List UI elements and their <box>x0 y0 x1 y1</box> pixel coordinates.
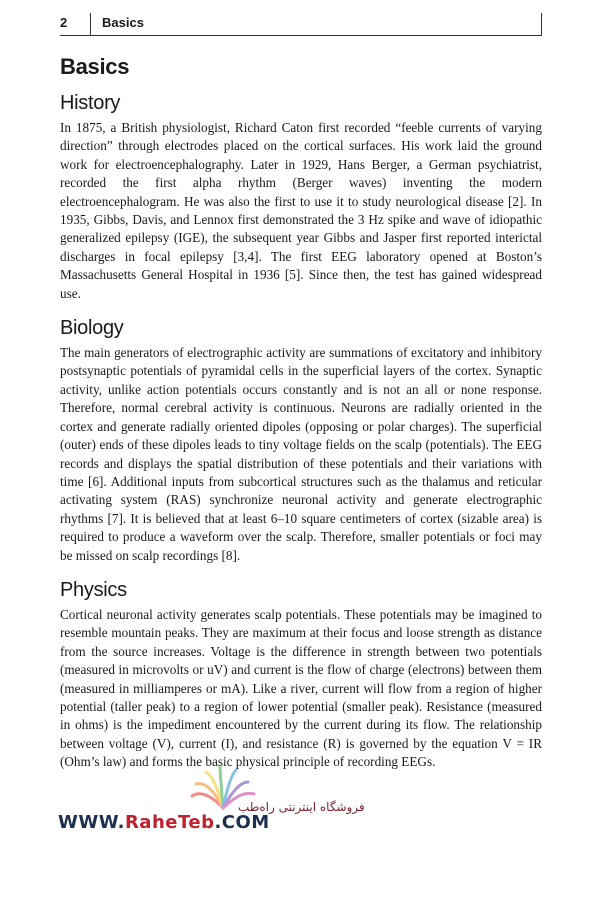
section-paragraph-biology: The main generators of electrographic activity are summations of excitatory and inhibitory postsynaptic potentials of pyramidal cells in the superficial layers of the cortex. Synaptic activity, unlike action potentials occurs constantly and is not an all or none response. Therefore, normal cerebral activity is continuous. Neurons are radially oriented in the cortex and generate radially oriented dipoles (opposing or polar charges). The superficial (outer) ends of these dipoles leads to tiny voltage fields on the scalp (potentials). The EEG records and displays the spatial distribution of these potentials and their variations with time [6]. Additional inputs from subcortical structures such as the thalamus and reticular activating system (RAS) synchronize neuronal activity and generate electrographic rhythms [7]. It is believed that at least 6–10 square centimeters of cortex (sizable area) is required to produce a waveform over the scalp. Therefore, smaller potentials or foci may be missed on scalp recordings [8]. <box>60 345 542 563</box>
section-biology <box>60 317 542 565</box>
watermark-url <box>58 812 270 833</box>
section-heading-biology: Biology <box>60 317 124 340</box>
running-head <box>60 13 542 36</box>
watermark-url-prefix: WWW. <box>58 812 125 833</box>
chapter-title: Basics <box>60 54 130 79</box>
page-content <box>60 54 542 786</box>
running-head-title: Basics <box>102 15 144 30</box>
header-divider <box>90 13 91 35</box>
watermark-persian-text: فروشگاه اینترنتی راه‌طب <box>238 800 365 814</box>
section-paragraph-physics: Cortical neuronal activity generates scalp potentials. These potentials may be imagined to resemble mountain peaks. They are maximum at their focus and loose strength as distance from the source increases. Voltage is the difference in strength between two potentials (measured in microvolts or uV) and current is the flow of charge (electrons) between them (measured in milliamperes or mA). Like a river, current will flow from a region of higher potential (taller peak) to a region of lower potential (smaller peak). Resistance (measured in ohms) is the impediment encountered by the current during its flow. The relationship between voltage (V), current (I), and resistance (R) is governed by the equation V = IR (Ohm’s law) and forms the basic physical principle of recording EEGs. <box>60 606 542 770</box>
watermark-url-suffix: .COM <box>214 812 270 833</box>
page-number: 2 <box>60 15 68 30</box>
section-history <box>60 92 542 303</box>
section-paragraph-history: In 1875, a British physiologist, Richard Caton first recorded “feeble currents of varying direction” through electrodes placed on the cortical surfaces. His work laid the ground work for electroencephalography. Later in 1929, Hans Berger, a German psychiatrist, recorded the first alpha rhythm (Berger waves) inventing the modern electroencephalogram. He was also the first to use it to study neurological disease [2]. In 1935, Gibbs, Davis, and Lennox first demonstrated the 3 Hz spike and wave of idiopathic generalized epilepsy (IGE), the subsequent year Gibbs and Jasper first reported interictal discharges in focal epilepsy [3,4]. The first EEG laboratory opened at Boston’s Massachusetts General Hospital in 1936 [5]. Since then, the test has gained widespread use. <box>60 120 542 301</box>
watermark <box>58 800 488 836</box>
header-edge-rule <box>541 13 542 35</box>
section-heading-physics: Physics <box>60 578 127 601</box>
watermark-url-name: RaheTeb <box>124 812 215 833</box>
section-heading-history: History <box>60 92 121 114</box>
section-physics <box>60 579 542 772</box>
